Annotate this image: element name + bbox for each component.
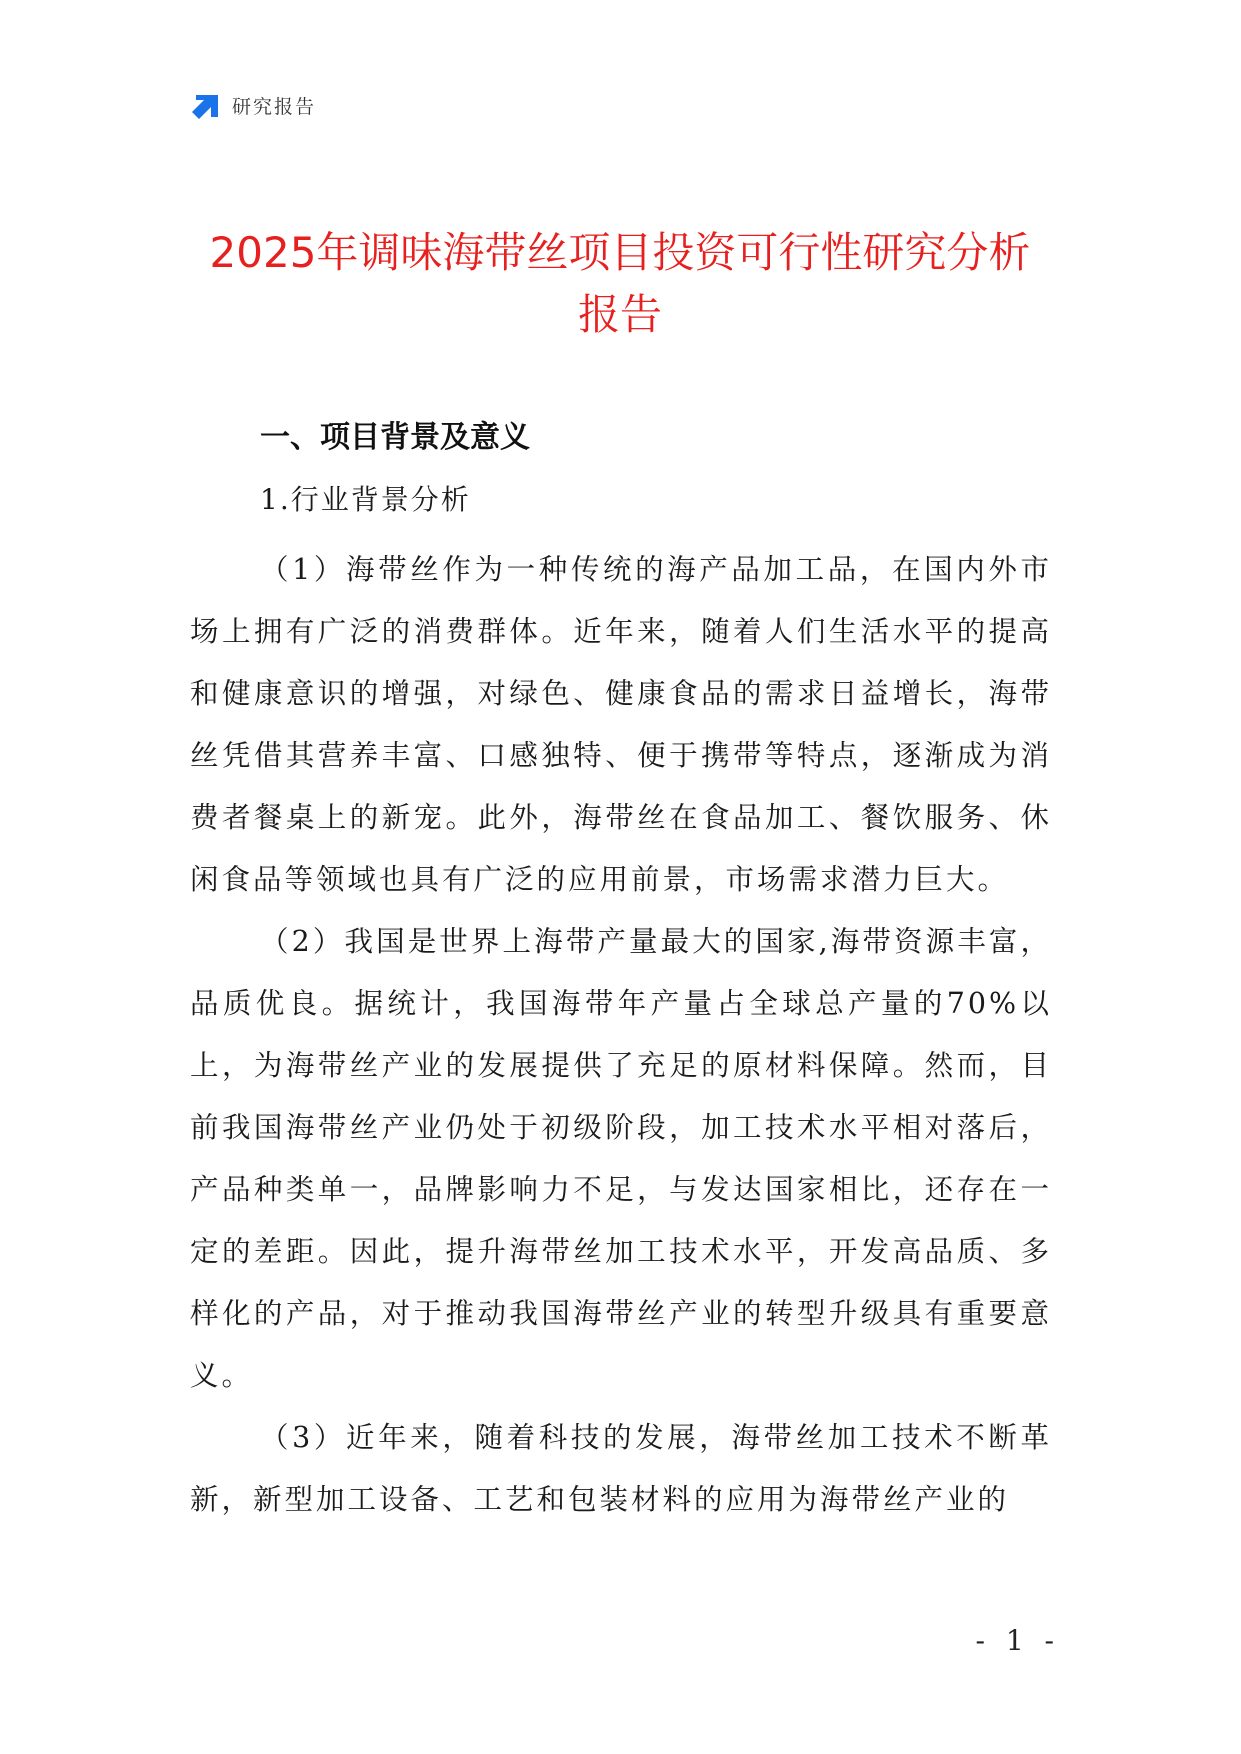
document-title: 2025年调味海带丝项目投资可行性研究分析报告 [209,228,1031,339]
subsection-heading: 1.行业背景分析 [260,483,471,516]
paragraph-2: （2）我国是世界上海带产量最大的国家,海带资源丰富，品质优良。据统计，我国海带年产量占全球总产量的70%以上，为海带丝产业的发展提供了充足的原材料保障。然而，目前我国海带丝产业仍处于初级阶段，加工技术水平相对落后，产品种类单一，品牌影响力不足，与发达国家相比，还存在一定的差距。因此，提升海带丝加工技术水平，开发高品质、多样化的产品，对于推动我国海带丝产业的转型升级具有重要意义。 [190,925,1052,1392]
report-header [190,88,316,122]
page-number: - 1 - [975,1624,1060,1657]
document-body [190,416,1052,1531]
paragraph-1: （1）海带丝作为一种传统的海产品加工品，在国内外市场上拥有广泛的消费群体。近年来，随着人们生活水平的提高和健康意识的增强，对绿色、健康食品的需求日益增长，海带丝凭借其营养丰富、口感独特、便于携带等特点，逐渐成为消费者餐桌上的新宠。此外，海带丝在食品加工、餐饮服务、休闲食品等领域也具有广泛的应用前景，市场需求潜力巨大。 [190,553,1052,896]
section-heading: 一、项目背景及意义 [260,420,530,455]
header-label: 研究报告 [232,95,317,118]
arrow-up-right-icon [190,89,222,121]
paragraph-3: （3）近年来，随着科技的发展，海带丝加工技术不断革新，新型加工设备、工艺和包装材料的应用为海带丝产业的 [190,1421,1052,1516]
